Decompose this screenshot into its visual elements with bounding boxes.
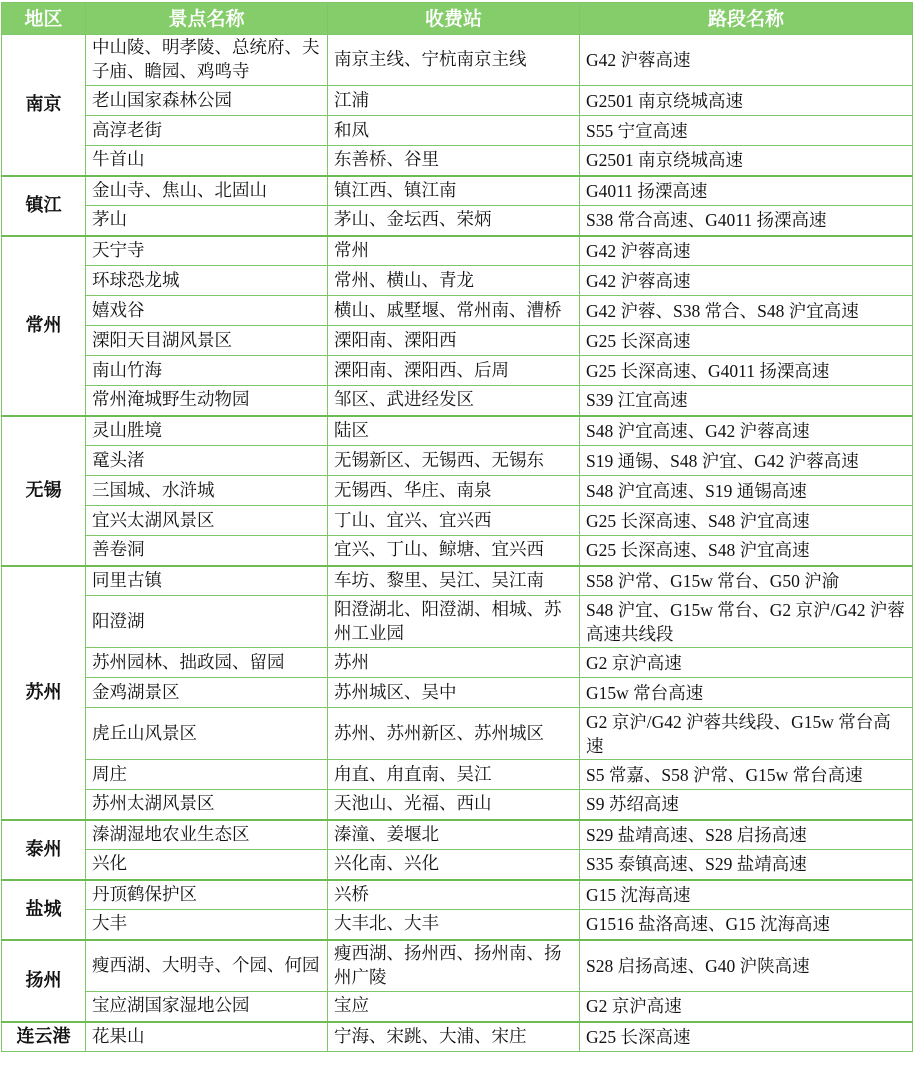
table-row (2, 566, 913, 596)
region-cell: 连云港 (2, 1022, 86, 1052)
scenic-cell: 天宁寺 (86, 236, 328, 266)
toll-cell: 阳澄湖北、阳澄湖、相城、苏州工业园 (328, 596, 580, 648)
road-cell: G1516 盐洛高速、G15 沈海高速 (580, 910, 913, 940)
toll-cell: 南京主线、宁杭南京主线 (328, 35, 580, 86)
road-cell: S29 盐靖高速、S28 启扬高速 (580, 820, 913, 850)
region-cell: 无锡 (2, 416, 86, 566)
road-cell: G2 京沪高速 (580, 648, 913, 678)
scenic-cell: 高淳老街 (86, 116, 328, 146)
table-row (2, 386, 913, 416)
scenic-cell: 灵山胜境 (86, 416, 328, 446)
header-toll: 收费站 (328, 3, 580, 35)
scenic-cell: 花果山 (86, 1022, 328, 1052)
table-row (2, 236, 913, 266)
scenic-cell: 大丰 (86, 910, 328, 940)
toll-cell: 苏州 (328, 648, 580, 678)
table-row (2, 506, 913, 536)
scenic-cell: 虎丘山风景区 (86, 708, 328, 760)
toll-cell: 车坊、黎里、吴江、吴江南 (328, 566, 580, 596)
table-row (2, 880, 913, 910)
road-cell: G42 沪蓉高速 (580, 266, 913, 296)
toll-cell: 甪直、甪直南、吴江 (328, 760, 580, 790)
scenic-cell: 牛首山 (86, 146, 328, 176)
toll-cell: 宜兴、丁山、鲸塘、宜兴西 (328, 536, 580, 566)
road-cell: S38 常合高速、G4011 扬溧高速 (580, 206, 913, 236)
header-road: 路段名称 (580, 3, 913, 35)
road-cell: G42 沪蓉、S38 常合、S48 沪宜高速 (580, 296, 913, 326)
toll-cell: 宁海、宋跳、大浦、宋庄 (328, 1022, 580, 1052)
toll-cell: 常州、横山、青龙 (328, 266, 580, 296)
scenic-cell: 常州淹城野生动物园 (86, 386, 328, 416)
scenic-cell: 老山国家森林公园 (86, 86, 328, 116)
region-cell: 苏州 (2, 566, 86, 820)
scenic-cell: 瘦西湖、大明寺、个园、何园 (86, 940, 328, 992)
header-scenic: 景点名称 (86, 3, 328, 35)
scenic-toll-table (1, 2, 913, 1052)
road-cell: S48 沪宜、G15w 常台、G2 京沪/G42 沪蓉高速共线段 (580, 596, 913, 648)
scenic-cell: 善卷洞 (86, 536, 328, 566)
scenic-cell: 兴化 (86, 850, 328, 880)
table-row (2, 86, 913, 116)
table-row (2, 146, 913, 176)
toll-cell: 兴桥 (328, 880, 580, 910)
road-cell: G42 沪蓉高速 (580, 236, 913, 266)
road-cell: G25 长深高速、S48 沪宜高速 (580, 506, 913, 536)
toll-cell: 苏州城区、吴中 (328, 678, 580, 708)
road-cell: S5 常嘉、S58 沪常、G15w 常台高速 (580, 760, 913, 790)
table-row (2, 176, 913, 206)
road-cell: G42 沪蓉高速 (580, 35, 913, 86)
table-row (2, 910, 913, 940)
road-cell: S28 启扬高速、G40 沪陕高速 (580, 940, 913, 992)
scenic-cell: 阳澄湖 (86, 596, 328, 648)
table-row (2, 820, 913, 850)
road-cell: S48 沪宜高速、G42 沪蓉高速 (580, 416, 913, 446)
toll-cell: 茅山、金坛西、荣炳 (328, 206, 580, 236)
toll-cell: 无锡新区、无锡西、无锡东 (328, 446, 580, 476)
toll-cell: 和凤 (328, 116, 580, 146)
toll-cell: 瘦西湖、扬州西、扬州南、扬州广陵 (328, 940, 580, 992)
table-row (2, 416, 913, 446)
road-cell: G15w 常台高速 (580, 678, 913, 708)
table-row (2, 446, 913, 476)
scenic-cell: 苏州太湖风景区 (86, 790, 328, 820)
table-row (2, 326, 913, 356)
scenic-cell: 鼋头渚 (86, 446, 328, 476)
road-cell: S9 苏绍高速 (580, 790, 913, 820)
toll-cell: 溧阳南、溧阳西、后周 (328, 356, 580, 386)
scenic-cell: 丹顶鹤保护区 (86, 880, 328, 910)
toll-cell: 陆区 (328, 416, 580, 446)
table-header (2, 3, 913, 35)
road-cell: G4011 扬溧高速 (580, 176, 913, 206)
table-row (2, 940, 913, 992)
header-region: 地区 (2, 3, 86, 35)
table-row (2, 206, 913, 236)
toll-cell: 邹区、武进经发区 (328, 386, 580, 416)
scenic-cell: 环球恐龙城 (86, 266, 328, 296)
scenic-cell: 茅山 (86, 206, 328, 236)
scenic-cell: 金鸡湖景区 (86, 678, 328, 708)
table-row (2, 678, 913, 708)
toll-cell: 东善桥、谷里 (328, 146, 580, 176)
scenic-cell: 溱湖湿地农业生态区 (86, 820, 328, 850)
table-row (2, 536, 913, 566)
scenic-cell: 嬉戏谷 (86, 296, 328, 326)
table-row (2, 476, 913, 506)
region-cell: 镇江 (2, 176, 86, 236)
road-cell: G2 京沪高速 (580, 992, 913, 1022)
table-row (2, 760, 913, 790)
scenic-cell: 南山竹海 (86, 356, 328, 386)
table-row (2, 35, 913, 86)
road-cell: S48 沪宜高速、S19 通锡高速 (580, 476, 913, 506)
scenic-cell: 宝应湖国家湿地公园 (86, 992, 328, 1022)
table-row (2, 1022, 913, 1052)
region-cell: 扬州 (2, 940, 86, 1022)
toll-cell: 无锡西、华庄、南泉 (328, 476, 580, 506)
toll-cell: 常州 (328, 236, 580, 266)
scenic-cell: 溧阳天目湖风景区 (86, 326, 328, 356)
table-row (2, 850, 913, 880)
table-row (2, 266, 913, 296)
toll-cell: 宝应 (328, 992, 580, 1022)
scenic-cell: 中山陵、明孝陵、总统府、夫子庙、瞻园、鸡鸣寺 (86, 35, 328, 86)
scenic-cell: 苏州园林、拙政园、留园 (86, 648, 328, 678)
toll-cell: 横山、戚墅堰、常州南、漕桥 (328, 296, 580, 326)
scenic-cell: 三国城、水浒城 (86, 476, 328, 506)
scenic-cell: 周庄 (86, 760, 328, 790)
road-cell: S39 江宜高速 (580, 386, 913, 416)
road-cell: G2501 南京绕城高速 (580, 86, 913, 116)
road-cell: S58 沪常、G15w 常台、G50 沪渝 (580, 566, 913, 596)
toll-cell: 苏州、苏州新区、苏州城区 (328, 708, 580, 760)
table-row (2, 296, 913, 326)
road-cell: S19 通锡、S48 沪宜、G42 沪蓉高速 (580, 446, 913, 476)
region-cell: 南京 (2, 35, 86, 176)
toll-cell: 江浦 (328, 86, 580, 116)
header-row (2, 3, 913, 35)
table-row (2, 992, 913, 1022)
road-cell: G2 京沪/G42 沪蓉共线段、G15w 常台高速 (580, 708, 913, 760)
table-row (2, 790, 913, 820)
road-cell: G25 长深高速 (580, 1022, 913, 1052)
table-body (2, 35, 913, 1052)
scenic-cell: 同里古镇 (86, 566, 328, 596)
toll-cell: 大丰北、大丰 (328, 910, 580, 940)
toll-cell: 天池山、光福、西山 (328, 790, 580, 820)
road-cell: G15 沈海高速 (580, 880, 913, 910)
table-row (2, 356, 913, 386)
scenic-cell: 金山寺、焦山、北固山 (86, 176, 328, 206)
table-row (2, 116, 913, 146)
scenic-cell: 宜兴太湖风景区 (86, 506, 328, 536)
road-cell: S55 宁宣高速 (580, 116, 913, 146)
table-row (2, 708, 913, 760)
toll-cell: 丁山、宜兴、宜兴西 (328, 506, 580, 536)
table-row (2, 648, 913, 678)
table-row (2, 596, 913, 648)
region-cell: 盐城 (2, 880, 86, 940)
road-cell: S35 泰镇高速、S29 盐靖高速 (580, 850, 913, 880)
region-cell: 常州 (2, 236, 86, 416)
road-cell: G25 长深高速 (580, 326, 913, 356)
region-cell: 泰州 (2, 820, 86, 880)
road-cell: G25 长深高速、S48 沪宜高速 (580, 536, 913, 566)
toll-cell: 溧阳南、溧阳西 (328, 326, 580, 356)
toll-cell: 溱潼、姜堰北 (328, 820, 580, 850)
road-cell: G25 长深高速、G4011 扬溧高速 (580, 356, 913, 386)
toll-cell: 兴化南、兴化 (328, 850, 580, 880)
road-cell: G2501 南京绕城高速 (580, 146, 913, 176)
toll-cell: 镇江西、镇江南 (328, 176, 580, 206)
